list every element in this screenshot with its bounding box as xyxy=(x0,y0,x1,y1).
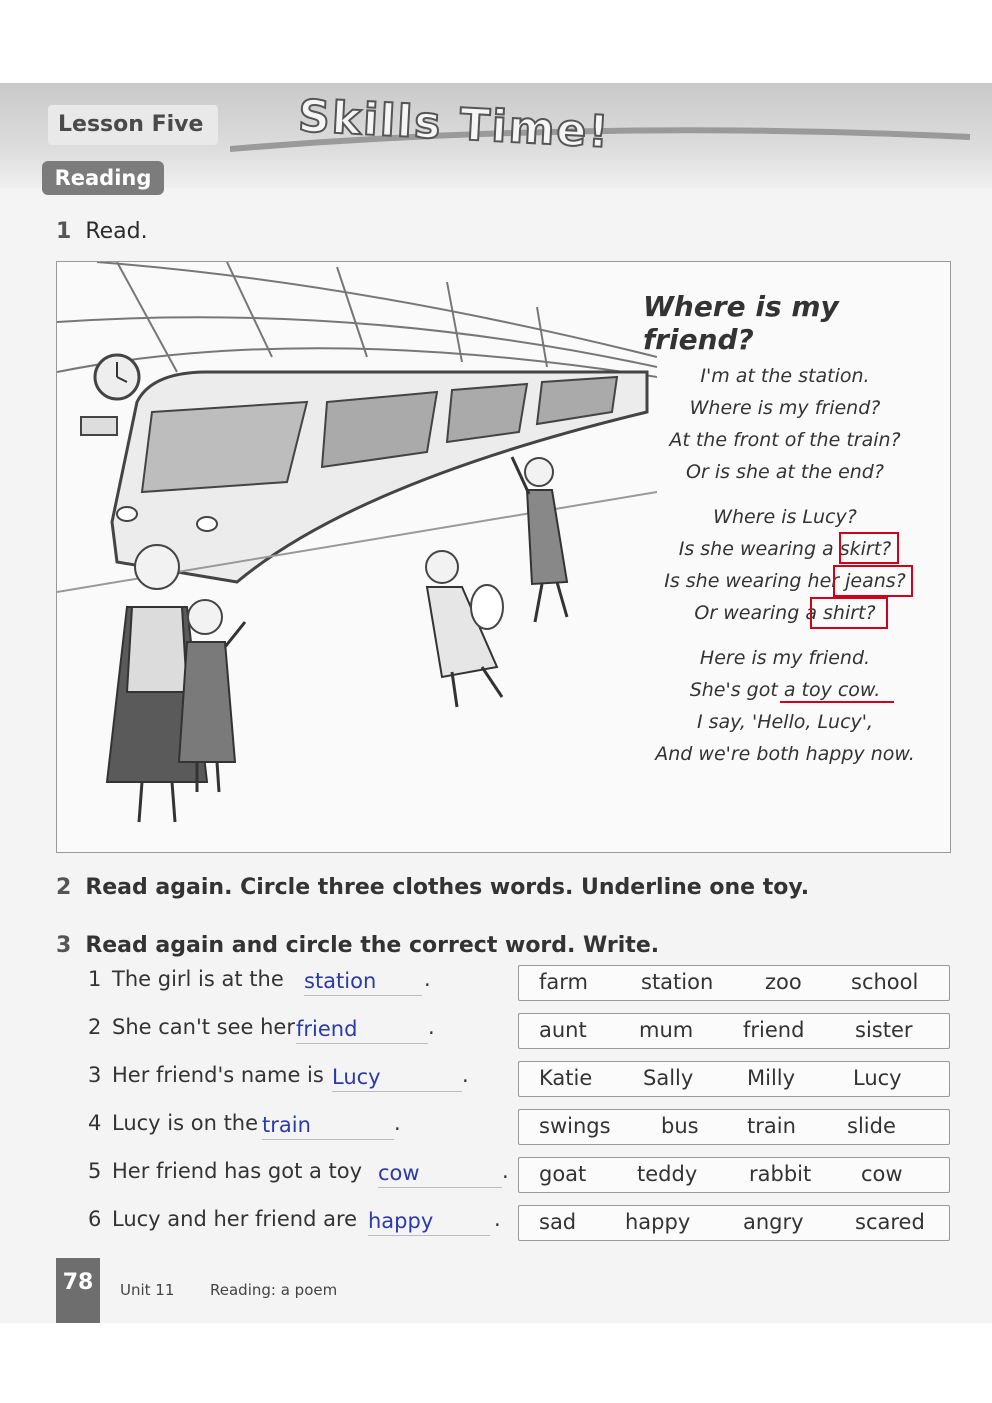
option-word[interactable]: mum xyxy=(639,1018,694,1042)
option-word[interactable]: teddy xyxy=(637,1162,698,1186)
station-illustration xyxy=(57,262,657,852)
poem-line: She's got a toy cow. xyxy=(689,679,881,701)
section-label: Reading xyxy=(42,161,164,195)
exercise-number: 3 xyxy=(56,933,72,958)
exercise-number: 2 xyxy=(56,875,72,900)
circle-mark-shirt xyxy=(810,597,888,629)
poem-line: Or wearing a shirt? xyxy=(694,602,876,624)
poem-line: I say, 'Hello, Lucy', xyxy=(696,711,874,733)
lesson-label: Lesson Five xyxy=(48,105,218,145)
options-box xyxy=(518,965,950,1001)
option-word[interactable]: angry xyxy=(743,1210,804,1234)
poem-line: Here is my friend. xyxy=(699,647,871,669)
option-word[interactable]: bus xyxy=(661,1114,699,1138)
option-word[interactable]: goat xyxy=(539,1162,587,1186)
question-text: The girl is at the xyxy=(112,967,284,991)
full-stop: . xyxy=(462,1063,469,1087)
circle-mark-skirt xyxy=(839,532,899,564)
full-stop: . xyxy=(424,967,431,991)
question-text: Her friend has got a toy xyxy=(112,1159,363,1183)
answer-blank[interactable]: station xyxy=(304,969,422,996)
answer-blank[interactable]: happy xyxy=(368,1209,490,1236)
option-word[interactable]: happy xyxy=(625,1210,691,1234)
question-text: She can't see her xyxy=(112,1015,295,1039)
option-word[interactable]: slide xyxy=(847,1114,896,1138)
poem-line: Where is my friend? xyxy=(689,397,881,419)
question-text: Lucy and her friend are xyxy=(112,1207,358,1231)
poem-line: I'm at the station. xyxy=(700,365,870,387)
options-box xyxy=(518,1109,950,1145)
full-stop: . xyxy=(394,1111,401,1135)
answer-blank[interactable]: Lucy xyxy=(332,1065,462,1092)
question-text: Lucy is on the xyxy=(112,1111,259,1135)
exercise-2-heading xyxy=(56,875,809,900)
question-number: 4 xyxy=(88,1111,102,1135)
poem-line: And we're both happy now. xyxy=(655,743,915,765)
question-number: 3 xyxy=(88,1063,102,1087)
full-stop: . xyxy=(502,1159,509,1183)
option-word[interactable]: school xyxy=(851,970,919,994)
option-word[interactable]: train xyxy=(747,1114,796,1138)
poem-line: Is she wearing her jeans? xyxy=(664,570,906,592)
illustration-panel xyxy=(56,261,951,853)
option-word[interactable]: Lucy xyxy=(853,1066,902,1090)
answer-blank[interactable]: train xyxy=(262,1113,394,1140)
option-word[interactable]: Milly xyxy=(747,1066,796,1090)
exercise-number: 1 xyxy=(56,219,72,244)
exercise-instruction: Read again. Circle three clothes words. Underline one toy. xyxy=(85,875,810,900)
option-word[interactable]: friend xyxy=(743,1018,805,1042)
option-word[interactable]: swings xyxy=(539,1114,611,1138)
options-box xyxy=(518,1157,950,1193)
answer-blank[interactable]: friend xyxy=(296,1017,428,1044)
option-word[interactable]: Katie xyxy=(539,1066,593,1090)
full-stop: . xyxy=(494,1207,501,1231)
poem-line: At the front of the train? xyxy=(669,429,901,451)
circle-mark-jeans xyxy=(833,565,913,597)
options-box xyxy=(518,1205,950,1241)
page-number: 78 xyxy=(56,1258,100,1323)
poem-line: Or is she at the end? xyxy=(686,461,884,483)
exercise-3-heading xyxy=(56,933,659,958)
poem-title: Where is my friend? xyxy=(643,290,839,356)
option-word[interactable]: sister xyxy=(855,1018,913,1042)
question-number: 2 xyxy=(88,1015,102,1039)
question-number: 5 xyxy=(88,1159,102,1183)
answer-blank[interactable]: cow xyxy=(378,1161,502,1188)
unit-label: Unit 11 xyxy=(120,1281,175,1299)
exercise-instruction: Read. xyxy=(85,219,148,244)
exercise-1-heading xyxy=(56,219,148,244)
underline-mark-toy xyxy=(780,701,894,703)
option-word[interactable]: scared xyxy=(855,1210,925,1234)
option-word[interactable]: rabbit xyxy=(749,1162,812,1186)
option-word[interactable]: zoo xyxy=(765,970,802,994)
workbook-page xyxy=(0,83,992,1323)
page-title: Skills Time! xyxy=(296,90,612,159)
options-box xyxy=(518,1061,950,1097)
option-word[interactable]: Sally xyxy=(643,1066,694,1090)
question-number: 1 xyxy=(88,967,102,991)
option-word[interactable]: station xyxy=(641,970,714,994)
topic-label: Reading: a poem xyxy=(210,1281,338,1299)
option-word[interactable]: farm xyxy=(539,970,588,994)
question-number: 6 xyxy=(88,1207,102,1231)
option-word[interactable]: sad xyxy=(539,1210,577,1234)
options-box xyxy=(518,1013,950,1049)
option-word[interactable]: aunt xyxy=(539,1018,587,1042)
option-word[interactable]: cow xyxy=(861,1162,903,1186)
exercise-instruction: Read again and circle the correct word. Write. xyxy=(85,933,660,958)
poem-line: Is she wearing a skirt? xyxy=(678,538,892,560)
header-banner xyxy=(0,83,992,188)
poem-line: Where is Lucy? xyxy=(713,506,857,528)
question-text: Her friend's name is xyxy=(112,1063,324,1087)
full-stop: . xyxy=(428,1015,435,1039)
